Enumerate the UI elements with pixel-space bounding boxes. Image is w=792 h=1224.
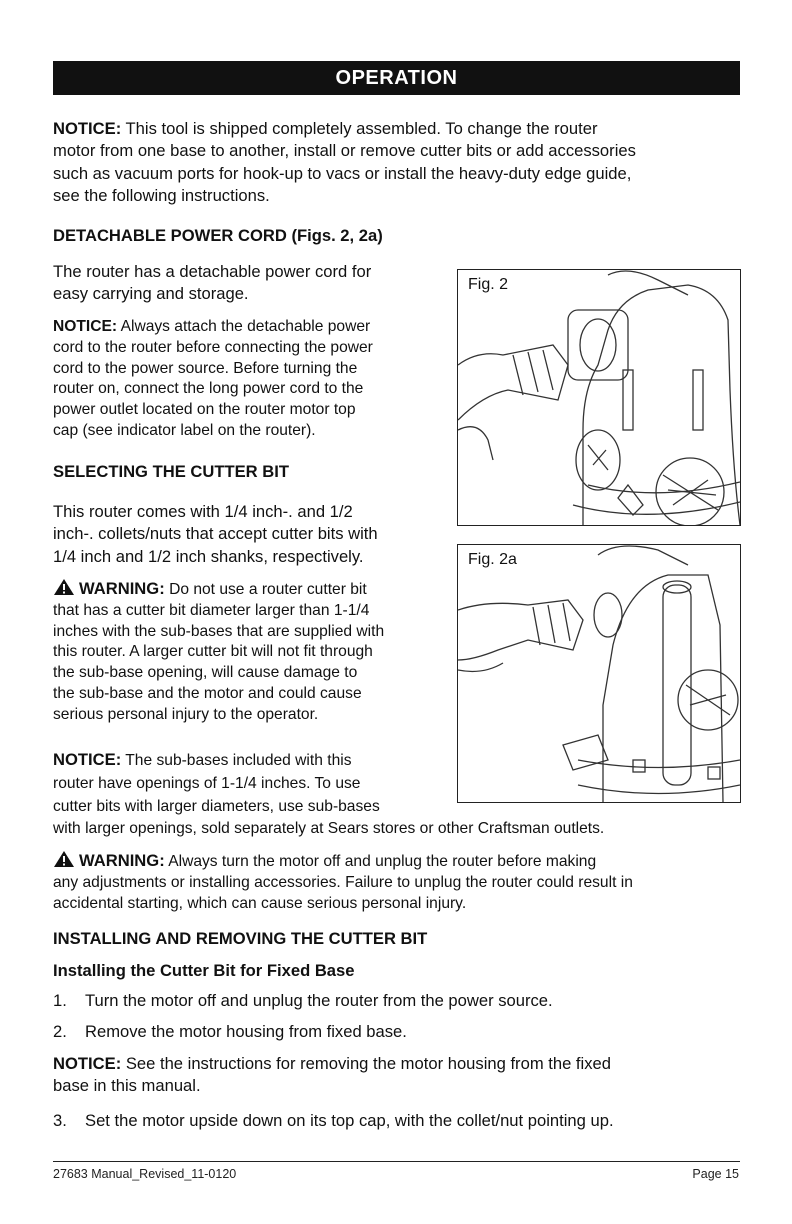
cutter-paragraph: This router comes with 1/4 inch-. and 1/2 inch-. collets/nuts that accept cutter bits with 1/4 inch and 1/2 inch shanks, respectively. xyxy=(53,502,378,566)
cord-notice: NOTICE: Always attach the detachable power cord to the router before connecting the power cord to the power source. Before turning the router on, connect the long power cord to the power outlet located on the router motor top cap (see indicator label on the router). xyxy=(53,318,373,439)
install-notice: NOTICE: See the instructions for removing the motor housing from the fixed base in this manual. xyxy=(53,1054,611,1096)
step-3: 3. Set the motor upside down on its top cap, with the collet/nut pointing up. xyxy=(53,1111,614,1130)
step-2: 2. Remove the motor housing from fixed base. xyxy=(53,1022,407,1041)
install-heading: INSTALLING AND REMOVING THE CUTTER BIT xyxy=(53,929,428,948)
section-banner: OPERATION xyxy=(53,61,740,95)
step-1: 1. Turn the motor off and unplug the router from the power source. xyxy=(53,991,553,1010)
footer-document-id: 27683 Manual_Revised_11-0120 xyxy=(53,1167,237,1181)
cutter-warning: WARNING: Do not use a router cutter bit that has a cutter bit diameter larger than 1-1/4 inches with the sub-bases that are supplied with this router. A larger cutter bit will not fit through the sub-base opening, will cause damage to the sub-base and the motor and could cause serious personal injury to the operator. xyxy=(53,579,385,723)
figure-2 xyxy=(457,269,741,526)
figure-2a-label: Fig. 2a xyxy=(468,551,517,568)
router-illustration-2a xyxy=(458,545,740,802)
cutter-notice: NOTICE: The sub-bases included with this router have openings of 1-1/4 inches. To use cutter bits with larger diameters, use sub-bases with larger openings, sold separately at Sears stores or other Craftsman outlets. xyxy=(53,750,605,838)
cutter-warning-2: WARNING: Always turn the motor off and unplug the router before making any adjustments or installing accessories. Failure to unplug the router could result in accidental starting, which can cause serious personal injury. xyxy=(53,851,633,912)
footer-page-number: Page 15 xyxy=(692,1167,739,1181)
intro-notice: NOTICE: This tool is shipped completely assembled. To change the router motor from one base to another, install or remove cutter bits or add accessories such as vacuum ports for hook-up to vacs or install the heavy-duty edge guide, see the following instructions. xyxy=(53,119,636,205)
warning-icon xyxy=(53,850,75,868)
router-illustration xyxy=(458,270,740,525)
footer-divider xyxy=(53,1161,740,1162)
cord-paragraph: The router has a detachable power cord for easy carrying and storage. xyxy=(53,262,372,304)
warning-icon xyxy=(53,578,75,596)
cord-heading: DETACHABLE POWER CORD (Figs. 2, 2a) xyxy=(53,226,383,245)
figure-2a xyxy=(457,544,741,803)
figure-2-label: Fig. 2 xyxy=(468,276,509,293)
install-subheading: Installing the Cutter Bit for Fixed Base xyxy=(53,961,355,980)
cutter-heading: SELECTING THE CUTTER BIT xyxy=(53,462,289,481)
